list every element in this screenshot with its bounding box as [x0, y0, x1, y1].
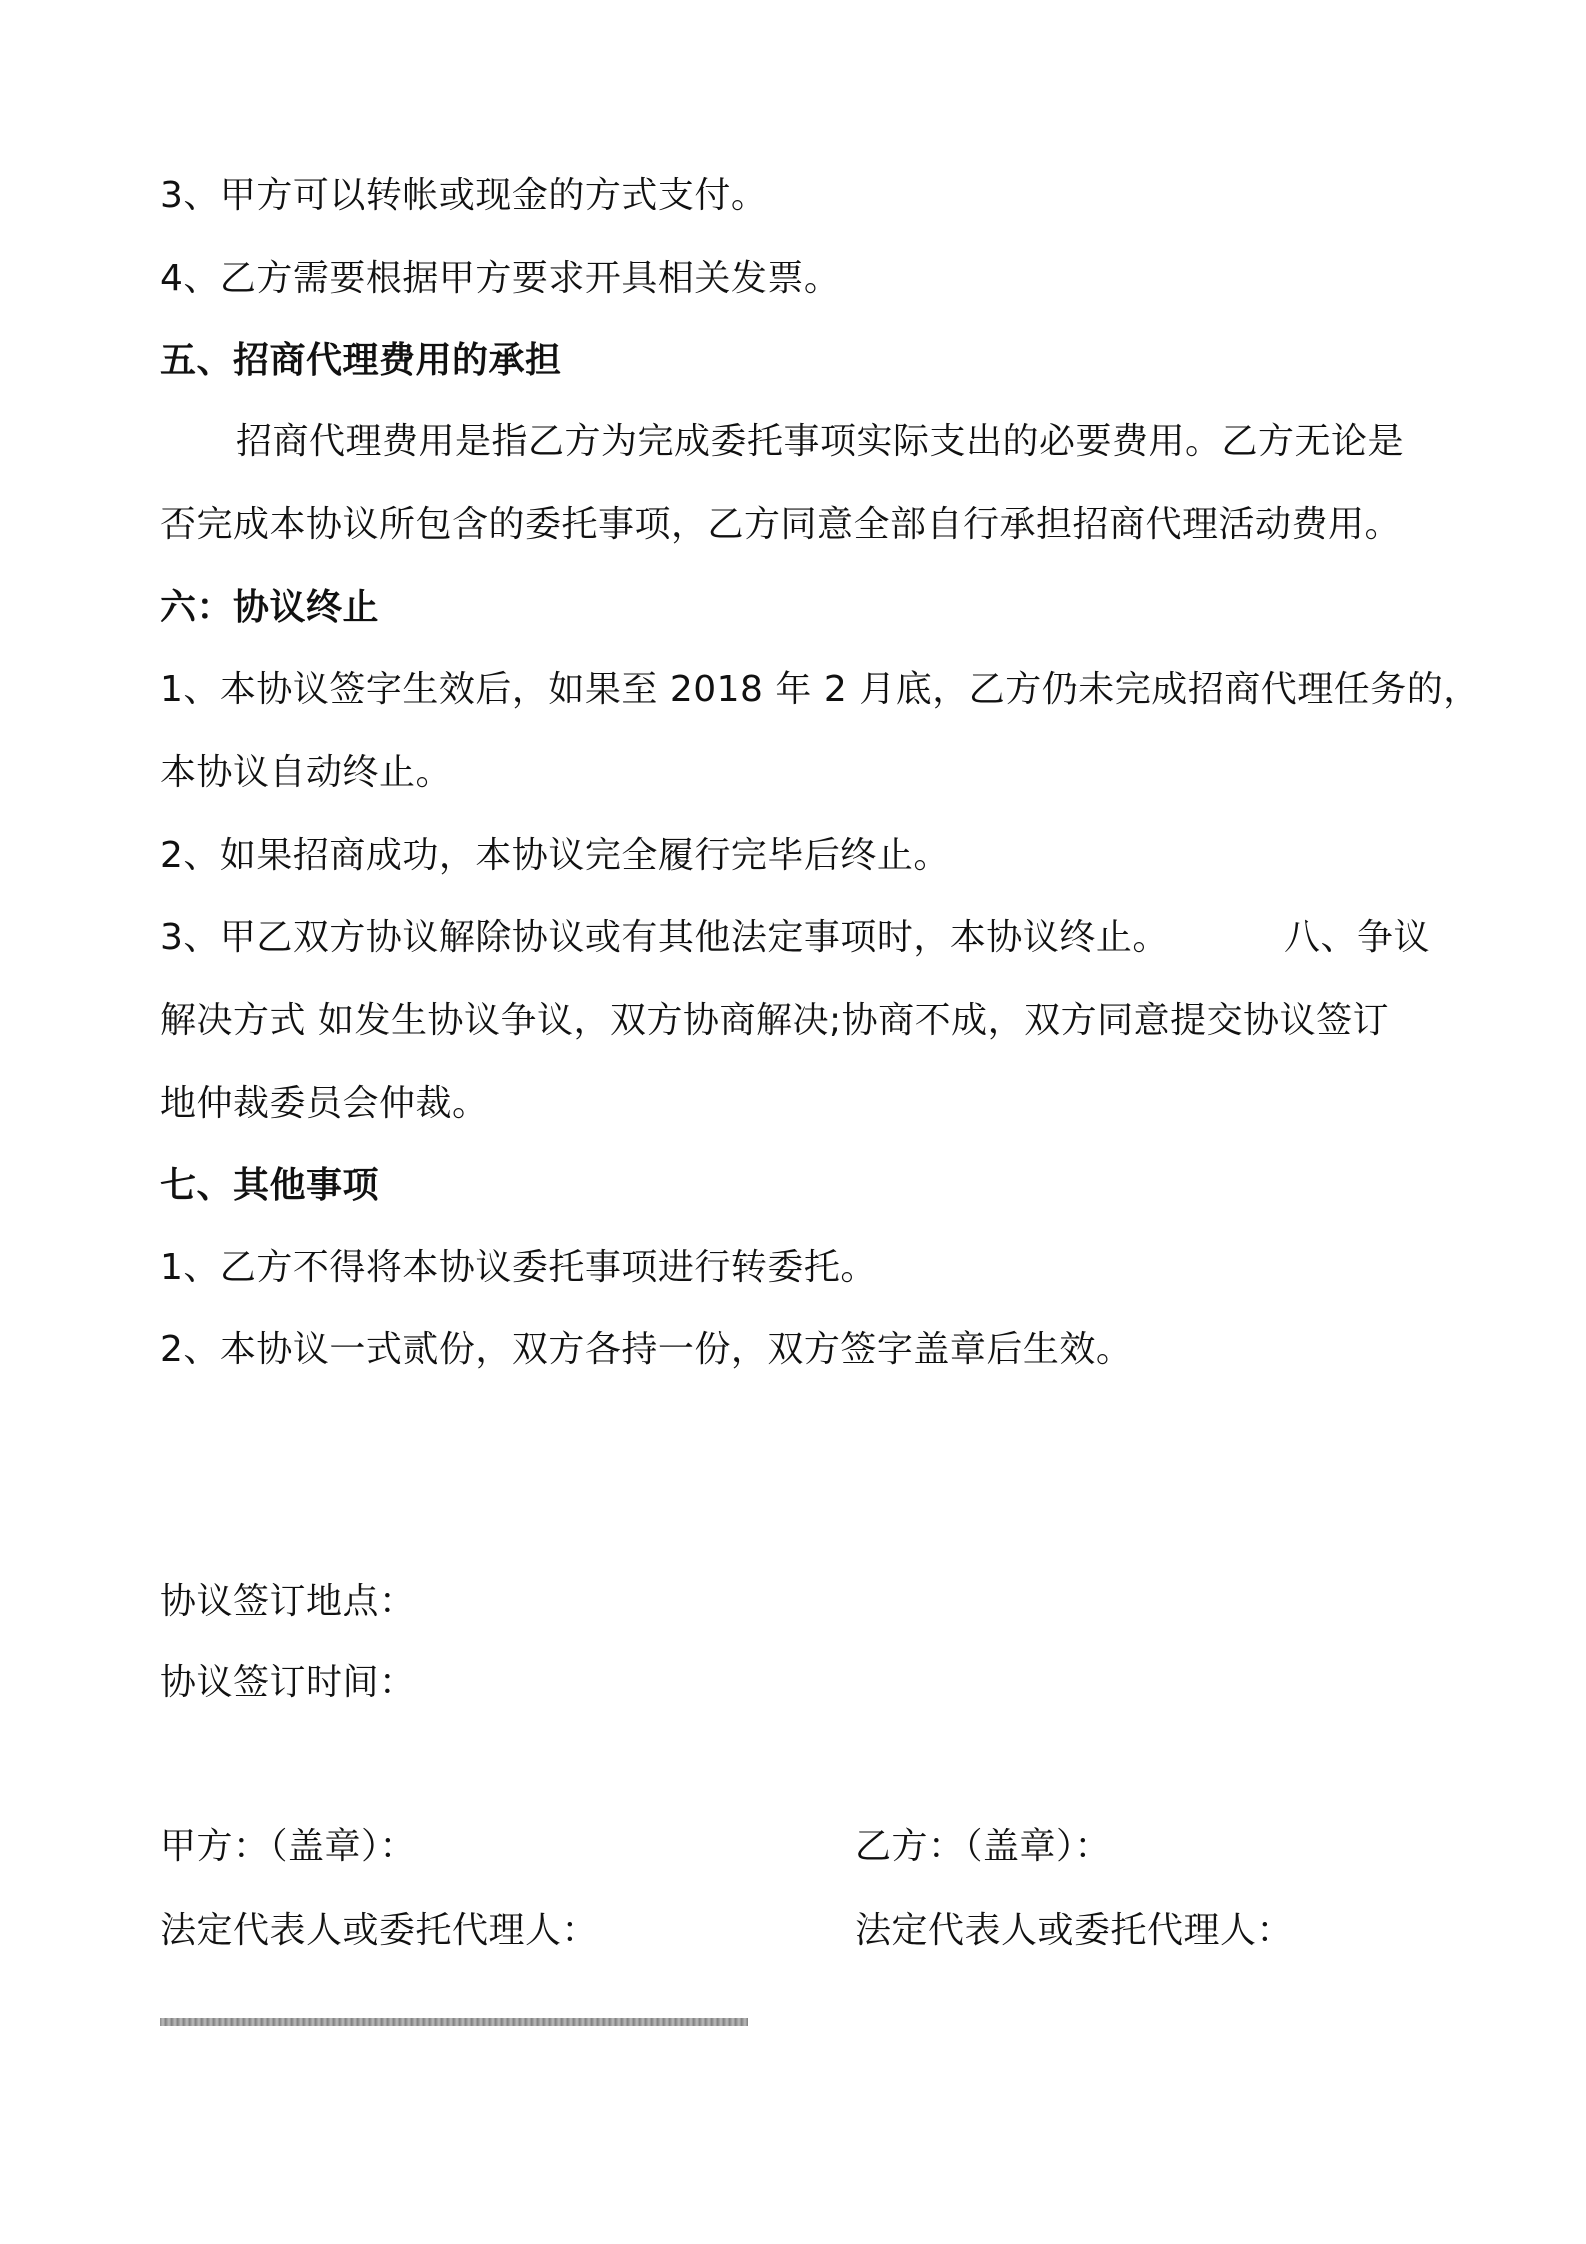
- signing-time-label: 协议签订时间：: [160, 1662, 416, 1703]
- paragraph-fee-line-1: 招商代理费用是指乙方为完成委托事项实际支出的必要费用。乙方无论是: [236, 421, 1405, 462]
- clause-copies: 2、本协议一式贰份，双方各持一份，双方签字盖章后生效。: [160, 1329, 1133, 1370]
- clause-payment-method: 3、甲方可以转帐或现金的方式支付。: [160, 175, 768, 216]
- section-heading-8-inline: 八、争议: [1284, 917, 1431, 958]
- party-a-representative-label: 法定代表人或委托代理人：: [160, 1910, 599, 1951]
- paragraph-fee-line-2: 否完成本协议所包含的委托事项，乙方同意全部自行承担招商代理活动费用。: [160, 504, 1402, 545]
- clause-dispute-line-2: 地仲裁委员会仲裁。: [160, 1083, 489, 1124]
- signature-divider: [160, 2018, 748, 2026]
- party-b-seal-label: 乙方：（盖章）：: [855, 1826, 1112, 1867]
- clause-termination-line-2: 本协议自动终止。: [160, 752, 453, 793]
- section-heading-6: 六：协议终止: [160, 587, 380, 628]
- party-a-seal-label: 甲方：（盖章）：: [160, 1826, 417, 1867]
- clause-termination-mutual: 3、甲乙双方协议解除协议或有其他法定事项时，本协议终止。: [160, 917, 1169, 958]
- clause-termination-line-1: 1、本协议签字生效后，如果至 2018 年 2 月底，乙方仍未完成招商代理任务的，: [160, 669, 1480, 710]
- clause-termination-success: 2、如果招商成功，本协议完全履行完毕后终止。: [160, 835, 950, 876]
- clause-dispute-line-1: 解决方式 如发生协议争议，双方协商解决;协商不成，双方同意提交协议签订: [160, 1000, 1390, 1041]
- section-heading-5: 五、招商代理费用的承担: [160, 340, 562, 381]
- section-heading-7: 七、其他事项: [160, 1165, 380, 1206]
- party-b-representative-label: 法定代表人或委托代理人：: [855, 1910, 1294, 1951]
- clause-no-subcontract: 1、乙方不得将本协议委托事项进行转委托。: [160, 1247, 877, 1288]
- signing-place-label: 协议签订地点：: [160, 1581, 416, 1622]
- clause-invoice: 4、乙方需要根据甲方要求开具相关发票。: [160, 258, 841, 299]
